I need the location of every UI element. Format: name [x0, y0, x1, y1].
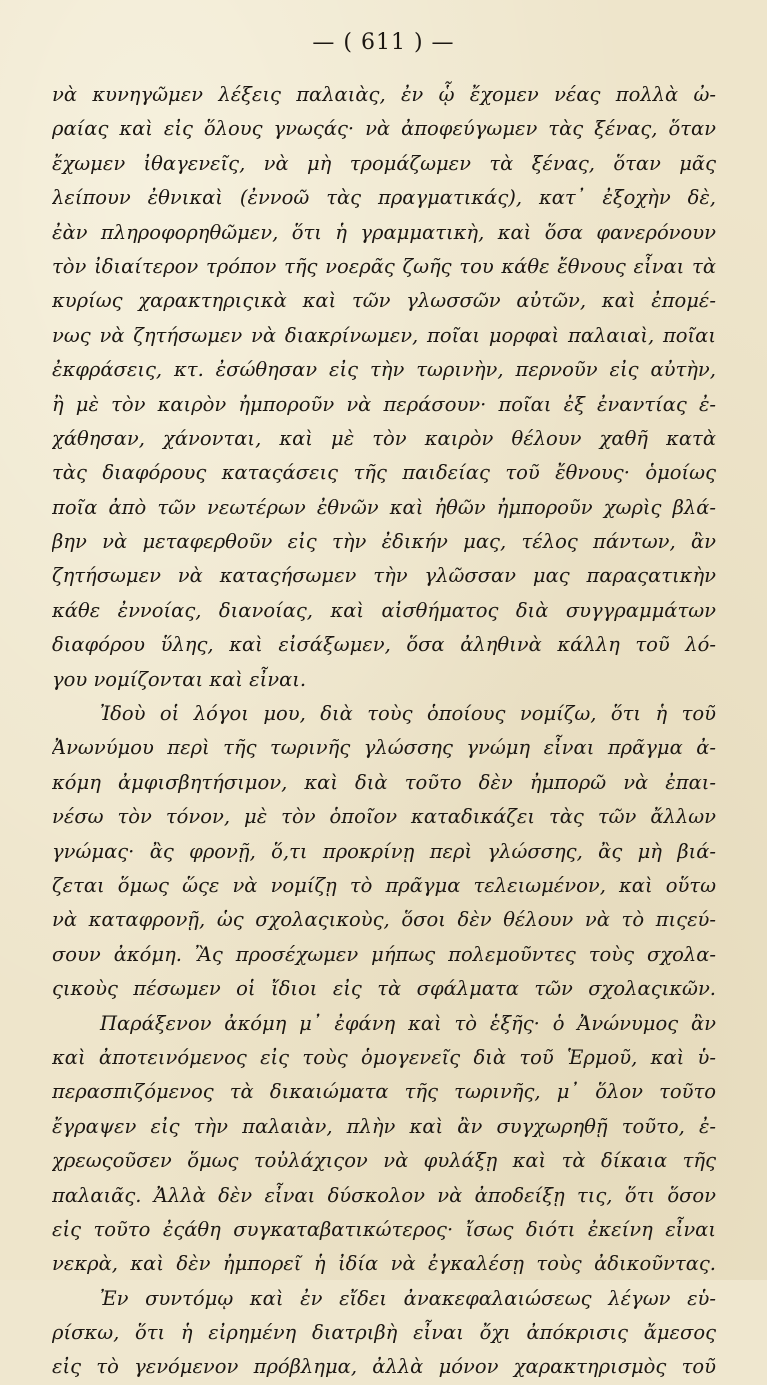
text-line: ἔχωμεν ἰθαγενεῖς, νὰ μὴ τρομάζωμεν τὰ ξένας, ὅταν μᾶς — [52, 151, 716, 175]
text-line: σουν ἀκόμη. Ἂς προσέχωμεν μήπως πολεμοῦντες τοὺς σχολα- — [52, 942, 716, 966]
text-line: εἰς τοῦτο ἐςάθη συγκαταβατικώτερος· ἴσως διότι ἐκείνη εἶναι — [52, 1217, 716, 1241]
text-line: γνώμας· ἂς φρονῇ, ὅ,τι προκρίνῃ περὶ γλώσσης, ἂς μὴ βιά- — [52, 839, 716, 863]
text-line: ζητήσωμεν νὰ καταςήσωμεν τὴν γλῶσσαν μας παραςατικὴν — [52, 564, 716, 588]
text-line: ραίας καὶ εἰς ὅλους γνωςάς· νὰ ἀποφεύγωμεν τὰς ξένας, ὅταν — [52, 117, 716, 141]
text-line: νως νὰ ζητήσωμεν νὰ διακρίνωμεν, ποῖαι μορφαὶ παλαιαὶ, ποῖαι — [52, 323, 716, 347]
page-number-header: — ( 611 ) — — [312, 30, 455, 55]
page-text-block — [52, 78, 716, 1385]
text-line: διαφόρου ὕλης, καὶ εἰσάξωμεν, ὅσα ἀληθινὰ κάλλη τοῦ λό- — [52, 633, 716, 657]
text-line: καὶ ἀποτεινόμενος εἰς τοὺς ὁμογενεῖς διὰ τοῦ Ἑρμοῦ, καὶ ὑ- — [52, 1045, 716, 1069]
text-line: εἰς τὸ γενόμενον πρόβλημα, ἀλλὰ μόνον χαρακτηρισμὸς τοῦ — [52, 1355, 716, 1379]
text-line: χάθησαν, χάνονται, καὶ μὲ τὸν καιρὸν θέλουν χαθῆ κατὰ — [52, 426, 716, 450]
paragraph-start-line: Ἰδοὺ οἱ λόγοι μου, διὰ τοὺς ὁποίους νομίζω, ὅτι ἡ τοῦ — [100, 702, 716, 726]
text-line: χρεωςοῦσεν ὅμως τοὐλάχιςον νὰ φυλάξῃ καὶ τὰ δίκαια τῆς — [52, 1149, 716, 1173]
text-line: τὰς διαφόρους καταςάσεις τῆς παιδείας τοῦ ἔθνους· ὁμοίως — [52, 461, 716, 485]
text-line: τὸν ἰδιαίτερον τρόπον τῆς νοερᾶς ζωῆς του κάθε ἔθνους εἶναι τὰ — [52, 254, 716, 278]
text-line: ἐὰν πληροφορηθῶμεν, ὅτι ἡ γραμματικὴ, καὶ ὅσα φανερόνουν — [52, 220, 716, 244]
paragraph-start-line: Ἐν συντόμῳ καὶ ἐν εἴδει ἀνακεφαλαιώσεως λέγων εὑ- — [100, 1286, 716, 1310]
text-line: νέσω τὸν τόνον, μὲ τὸν ὁποῖον καταδικάζει τὰς τῶν ἄλλων — [52, 805, 716, 829]
paragraph-end-line: νεκρὰ, καὶ δὲν ἠμπορεῖ ἡ ἰδία νὰ ἐγκαλέσῃ τοὺς ἀδικοῦντας. — [52, 1252, 716, 1276]
text-line: ἐκφράσεις, κτ. ἐσώθησαν εἰς τὴν τωρινὴν, περνοῦν εἰς αὐτὴν, — [52, 358, 716, 382]
text-line: νὰ καταφρονῇ, ὡς σχολαςικοὺς, ὅσοι δὲν θέλουν νὰ τὸ πιςεύ- — [52, 908, 716, 932]
text-line: ἢ μὲ τὸν καιρὸν ἠμποροῦν νὰ περάσουν· ποῖαι ἐξ ἐναντίας ἐ- — [52, 392, 716, 416]
text-line: ἔγραψεν εἰς τὴν παλαιὰν, πλὴν καὶ ἂν συγχωρηθῇ τοῦτο, ἐ- — [52, 1114, 716, 1138]
text-line: παλαιᾶς. Ἀλλὰ δὲν εἶναι δύσκολον νὰ ἀποδείξῃ τις, ὅτι ὅσον — [52, 1183, 716, 1207]
text-line: κυρίως χαρακτηριςικὰ καὶ τῶν γλωσσῶν αὐτῶν, καὶ ἐπομέ- — [52, 289, 716, 313]
paragraph-start-line: Παράξενον ἀκόμη μ᾽ ἐφάνη καὶ τὸ ἑξῆς· ὁ Ἀνώνυμος ἂν — [100, 1011, 716, 1035]
text-line: ζεται ὅμως ὥςε νὰ νομίζῃ τὸ πρᾶγμα τελειωμένον, καὶ οὕτω — [52, 873, 716, 897]
text-line: βην νὰ μεταφερθοῦν εἰς τὴν ἐδικήν μας, τέλος πάντων, ἂν — [52, 530, 716, 554]
text-line: περασπιζόμενος τὰ δικαιώματα τῆς τωρινῆς, μ᾽ ὅλον τοῦτο — [52, 1080, 716, 1104]
text-line: κάθε ἐννοίας, διανοίας, καὶ αἰσθήματος διὰ συγγραμμάτων — [52, 598, 716, 622]
text-line: ποῖα ἀπὸ τῶν νεωτέρων ἐθνῶν καὶ ἠθῶν ἠμποροῦν χωρὶς βλά- — [52, 495, 716, 519]
text-line: νὰ κυνηγῶμεν λέξεις παλαιὰς, ἐν ᾧ ἔχομεν νέας πολλὰ ὠ- — [52, 83, 716, 106]
text-line: κόμη ἀμφισβητήσιμον, καὶ διὰ τοῦτο δὲν ἠμπορῶ νὰ ἐπαι- — [52, 770, 716, 794]
paragraph-end-line: ςικοὺς πέσωμεν οἱ ἴδιοι εἰς τὰ σφάλματα τῶν σχολαςικῶν. — [52, 977, 716, 1001]
text-line: Ἀνωνύμου περὶ τῆς τωρινῆς γλώσσης γνώμη εἶναι πρᾶγμα ἀ- — [52, 736, 716, 760]
text-line: ρίσκω, ὅτι ἡ εἰρημένη διατριβὴ εἶναι ὄχι ἀπόκρισις ἄμεσος — [52, 1321, 716, 1345]
text-line: λείπουν ἐθνικαὶ (ἐννοῶ τὰς πραγματικάς), κατ᾽ ἐξοχὴν δὲ, — [52, 186, 716, 210]
paragraph-end-line: γου νομίζονται καὶ εἶναι. — [52, 667, 307, 691]
